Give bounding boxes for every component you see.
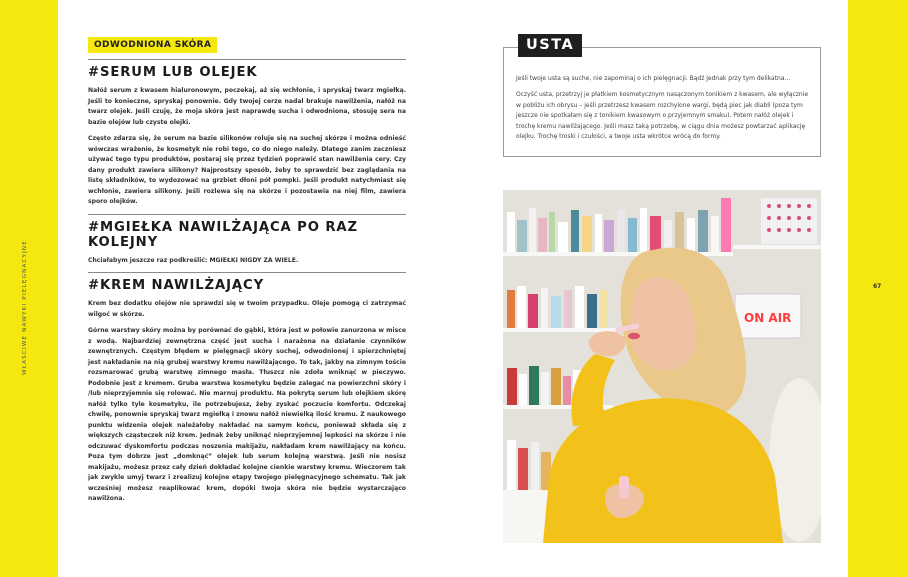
photo-woman-applying-lip-oil bbox=[503, 190, 821, 543]
paragraph: Często zdarza się, że serum na bazie silikonów roluje się na suchej skórze i można odnieść wówczas wrażenie, że kosmetyk nie robi tego, co do niego należy. Dlatego zanim zaczniesz używać tego typu produktów, postaraj się przez tydzień poprawić stan nawilżenia cery. Czy dany produkt zawiera silikony? Najprostszy sposób, żeby to sprawdzić bez zaglądania na listę składników, to wydozować na grzbiet dłoni pół pompki. Jeśli produkt natychmiast się wchłonie, zawiera silikony. Jeśli rozlewa się na skórze i pozostawia na niej film, zawiera sporo olejków. bbox=[88, 135, 406, 205]
box-title: USTA bbox=[518, 34, 582, 57]
heading-serum: #SERUM LUB OLEJEK bbox=[88, 65, 258, 80]
photo-illustration bbox=[503, 190, 821, 543]
neon-sign-text: ON AIR bbox=[744, 311, 792, 325]
heading-krem: #KREM NAWILŻAJĄCY bbox=[88, 278, 265, 293]
paragraph: Górne warstwy skóry można by porównać do gąbki, która jest w połowie zanurzona w misce z wodą. Najbardziej zewnętrzna część jest sucha i narażona na działanie czynników zewnętrznych. Częstym błędem w pielęgnacji skóry suchej, odwodnionej i spierzchniętej jest nakładanie na nią grubej warstwy kremu nawilżającego. To tak, jakby na zimnym toście rozsmarować grubą warstwę zimnego masła. Tłuszcz nie zdoła wniknąć w pieczywo. Podobnie jest z kremem. Gruba warstwa kosmetyku będzie zalegać na powierzchni skóry i /lub nieprzyjemnie się rolować. Nie marnuj produktu. Na pokrytą serum lub olejkiem skórę nałóż tylko tyle kosmetyku, ile potrzebujesz, żeby zyskać poczucie komfortu. Odczekaj chwilę, ponownie spryskaj twarz mgiełką i znowu nałóż niewielką ilość kremu. Z naukowego punktu widzenia olejek należałoby nakładać na samym końcu, ponieważ składa się z większych cząsteczek niż krem. Jednak żeby uniknąć nieprzyjemnej lepkości na skórze i nie odczuwać dyskomfortu podczas noszenia makijażu, nakładam krem nawilżający na końcu. Poza tym dobrze jest „domknąć” olejek lub serum kolejną warstwą. Jeśli nie nosisz makijażu, możesz przez cały dzień dokładać kolejne cienkie warstwy kremu. Wieczorem tak jak zwykle umyj twarz i zrealizuj kolejne etapy twojego pielęgnacyjnego schematu. Tak jak wcześniej możesz reaplikować krem, dopóki twoja skóra nie będzie wystarczająco nawilżona. bbox=[88, 327, 406, 502]
divider bbox=[88, 59, 406, 60]
paragraph: Chciałabym jeszcze raz podkreślić: MGIEŁKI NIGDY ZA WIELE. bbox=[88, 256, 299, 264]
page-number: 67 bbox=[873, 283, 882, 290]
left-column bbox=[88, 32, 406, 511]
right-column bbox=[503, 33, 821, 157]
divider bbox=[88, 272, 406, 273]
divider bbox=[88, 214, 406, 215]
box-paragraph: Jeśli twoje usta są suche, nie zapominaj o ich pielęgnacji. Bądź jednak przy tym delikatna… bbox=[516, 75, 791, 82]
lips-sidebar-box bbox=[503, 37, 821, 157]
paragraph: Krem bez dodatku olejów nie sprawdzi się w twoim przypadku. Oleje pomogą ci zatrzymać wilgoć w skórze. bbox=[88, 300, 406, 318]
heading-mgielka: #MGIEŁKA NAWILŻAJĄCA PO RAZ KOLEJNY bbox=[88, 219, 358, 250]
running-head-vertical: WŁAŚCIWE NAWYKI PIELĘGNACYJNE bbox=[22, 239, 28, 375]
box-paragraph: Oczyść usta, przetrzyj je płatkiem kosmetycznym nasączonym tonikiem z kwasem, ale wyłącznie w pobliżu ich obrysu – jeśli przetrzesz kwasem rozchylone wargi, będą piec jak diabli (poza tym jeszcze nie spotkałam się z tonikiem kwasowym o przyjemnym smaku). Potem nałóż olejek i trochę kremu nawilżającego. Jeśli masz taką potrzebę, w ciągu dnia możesz powtarzać aplikację olejku. Trochę troski i czułości, a twoje usta wkrótce wrócą do formy. bbox=[516, 91, 809, 141]
left-yellow-margin bbox=[0, 0, 58, 577]
section-tag: ODWODNIONA SKÓRA bbox=[88, 37, 217, 53]
paragraph: Nałóż serum z kwasem hialuronowym, poczekaj, aż się wchłonie, i spryskaj twarz mgiełką. Jeśli to konieczne, spryskaj ponownie. Gdy twojej cerze nadal brakuje nawilżenia, nałóż na twarz olejek. Jeśli czuję, że moja skóra jest naprawdę sucha i odwodniona, stosuję sera na bazie olejów lub czyste olejki. bbox=[88, 87, 406, 126]
